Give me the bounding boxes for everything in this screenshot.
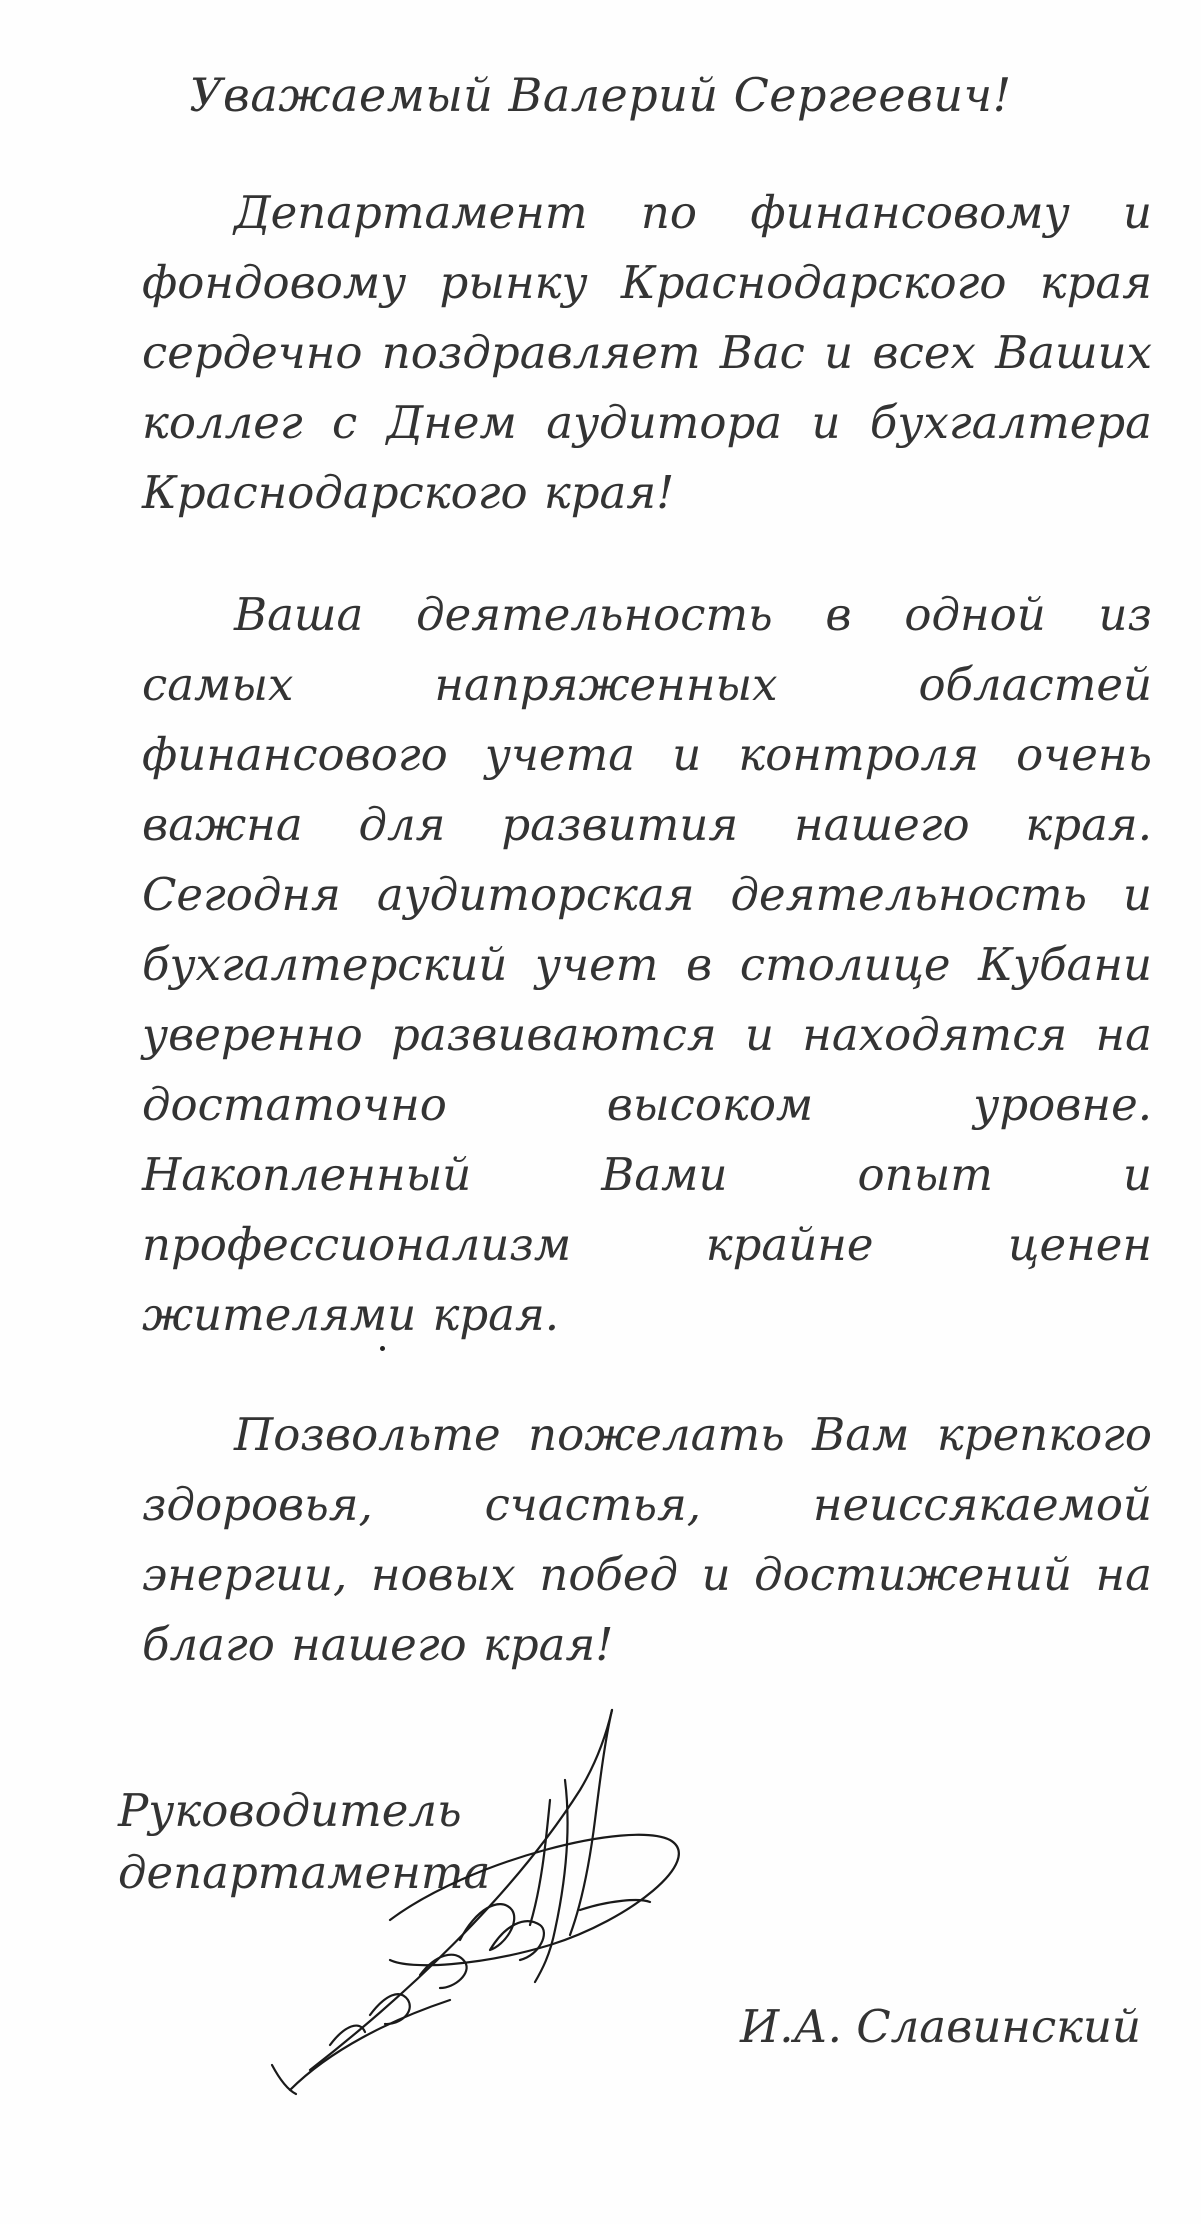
salutation: Уважаемый Валерий Сергеевич!: [189, 68, 1012, 122]
handwritten-signature: [250, 1670, 810, 2110]
signer-name: И.А. Славинский: [739, 2000, 1141, 2053]
signer-title-line1: Руководитель: [118, 1784, 462, 1837]
paragraph-activity: Ваша деятельность в одной из самых напряженных областей финансового учета и контроля очень важна для развития нашего края. Сегодня аудиторская деятельность и бухгалтерский учет в столице Кубани уверенно развиваются и находятся на достаточно высоком уровне. Накопленный Вами опыт и профессионализм крайне ценен жителями края.: [142, 588, 1152, 1341]
paragraph-congratulation: Департамент по финансовому и фондовому рынку Краснодарского края сердечно поздравляет Вас и всех Ваших коллег с Днем аудитора и бухгалтера Краснодарского края!: [142, 186, 1152, 519]
paragraph-wishes: Позвольте пожелать Вам крепкого здоровья, счастья, неиссякаемой энергии, новых побед и достижений на благо нашего края!: [142, 1408, 1152, 1671]
ink-speck: [380, 1346, 385, 1351]
signer-title-line2: департамента: [118, 1846, 491, 1899]
